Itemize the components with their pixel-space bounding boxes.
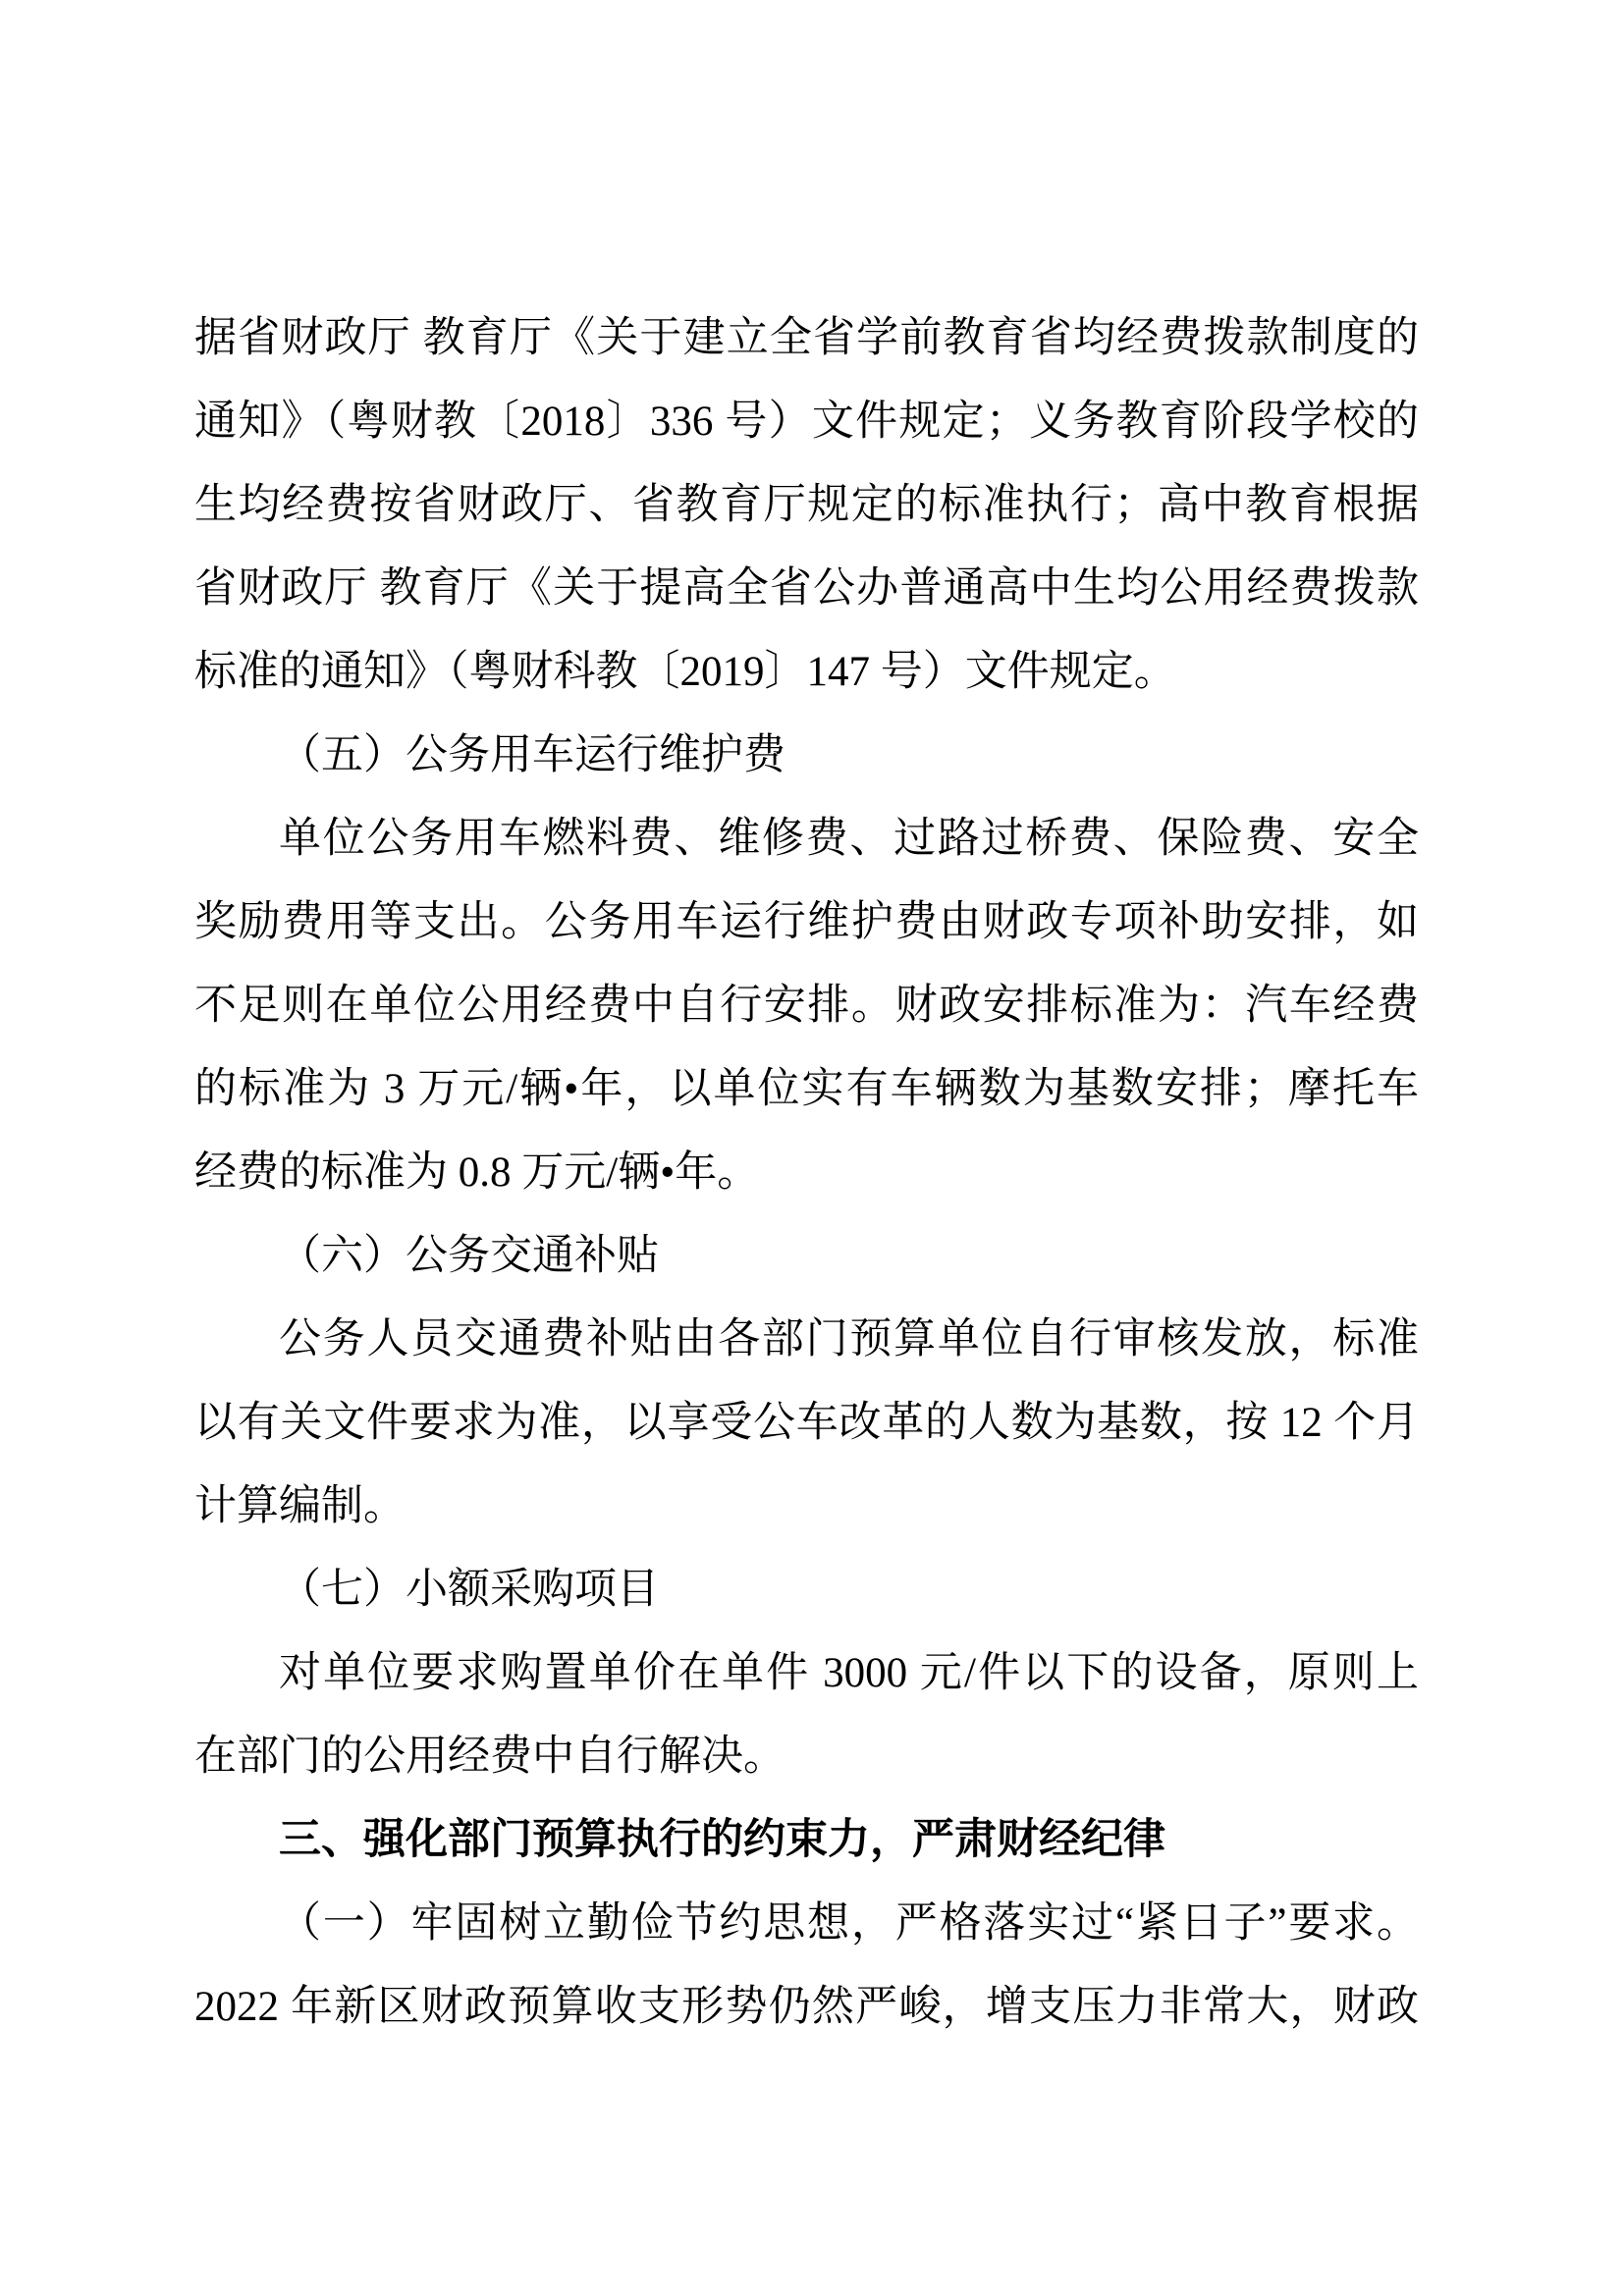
text-line: 生均经费按省财政厅、省教育厅规定的标准执行；高中教育根据 bbox=[194, 482, 1419, 528]
text-line: 单位公务用车燃料费、维修费、过路过桥费、保险费、安全 bbox=[279, 816, 1419, 862]
section-heading-7: （七）小额采购项目 bbox=[279, 1567, 659, 1613]
section-heading-5: （五）公务用车运行维护费 bbox=[279, 732, 785, 778]
text-line: 2022 年新区财政预算收支形势仍然严峻，增支压力非常大，财政 bbox=[194, 1984, 1419, 2030]
section-heading-6: （六）公务交通补贴 bbox=[279, 1233, 659, 1279]
text-line: 公务人员交通费补贴由各部门预算单位自行审核发放，标准 bbox=[279, 1316, 1419, 1362]
text-line: 在部门的公用经费中自行解决。 bbox=[194, 1734, 785, 1780]
text-line: 奖励费用等支出。公务用车运行维护费由财政专项补助安排，如 bbox=[194, 899, 1419, 945]
text-line: 不足则在单位公用经费中自行安排。财政安排标准为：汽车经费 bbox=[194, 983, 1419, 1029]
text-line: 省财政厅 教育厅《关于提高全省公办普通高中生均公用经费拨款 bbox=[194, 565, 1419, 612]
text-line: 对单位要求购置单价在单件 3000 元/件以下的设备，原则上 bbox=[279, 1650, 1419, 1696]
text-line: 据省财政厅 教育厅《关于建立全省学前教育省均经费拨款制度的 bbox=[194, 315, 1419, 361]
document-text-block bbox=[194, 296, 1419, 2049]
text-line: 以有关文件要求为准，以享受公车改革的人数为基数，按 12 个月 bbox=[194, 1400, 1419, 1446]
text-line: 计算编制。 bbox=[194, 1483, 406, 1529]
text-line: 标准的通知》（粤财科教〔2019〕147 号）文件规定。 bbox=[194, 649, 1176, 695]
chapter-heading-3: 三、强化部门预算执行的约束力，严肃财经纪律 bbox=[279, 1816, 1165, 1863]
text-line: 经费的标准为 0.8 万元/辆•年。 bbox=[194, 1149, 760, 1196]
section-heading-1: （一）牢固树立勤俭节约思想，严格落实过“紧日子”要求。 bbox=[279, 1900, 1419, 1947]
text-line: 通知》（粤财教〔2018〕336 号）文件规定；义务教育阶段学校的 bbox=[194, 399, 1419, 445]
text-line: 的标准为 3 万元/辆•年，以单位实有车辆数为基数安排；摩托车 bbox=[194, 1066, 1419, 1112]
